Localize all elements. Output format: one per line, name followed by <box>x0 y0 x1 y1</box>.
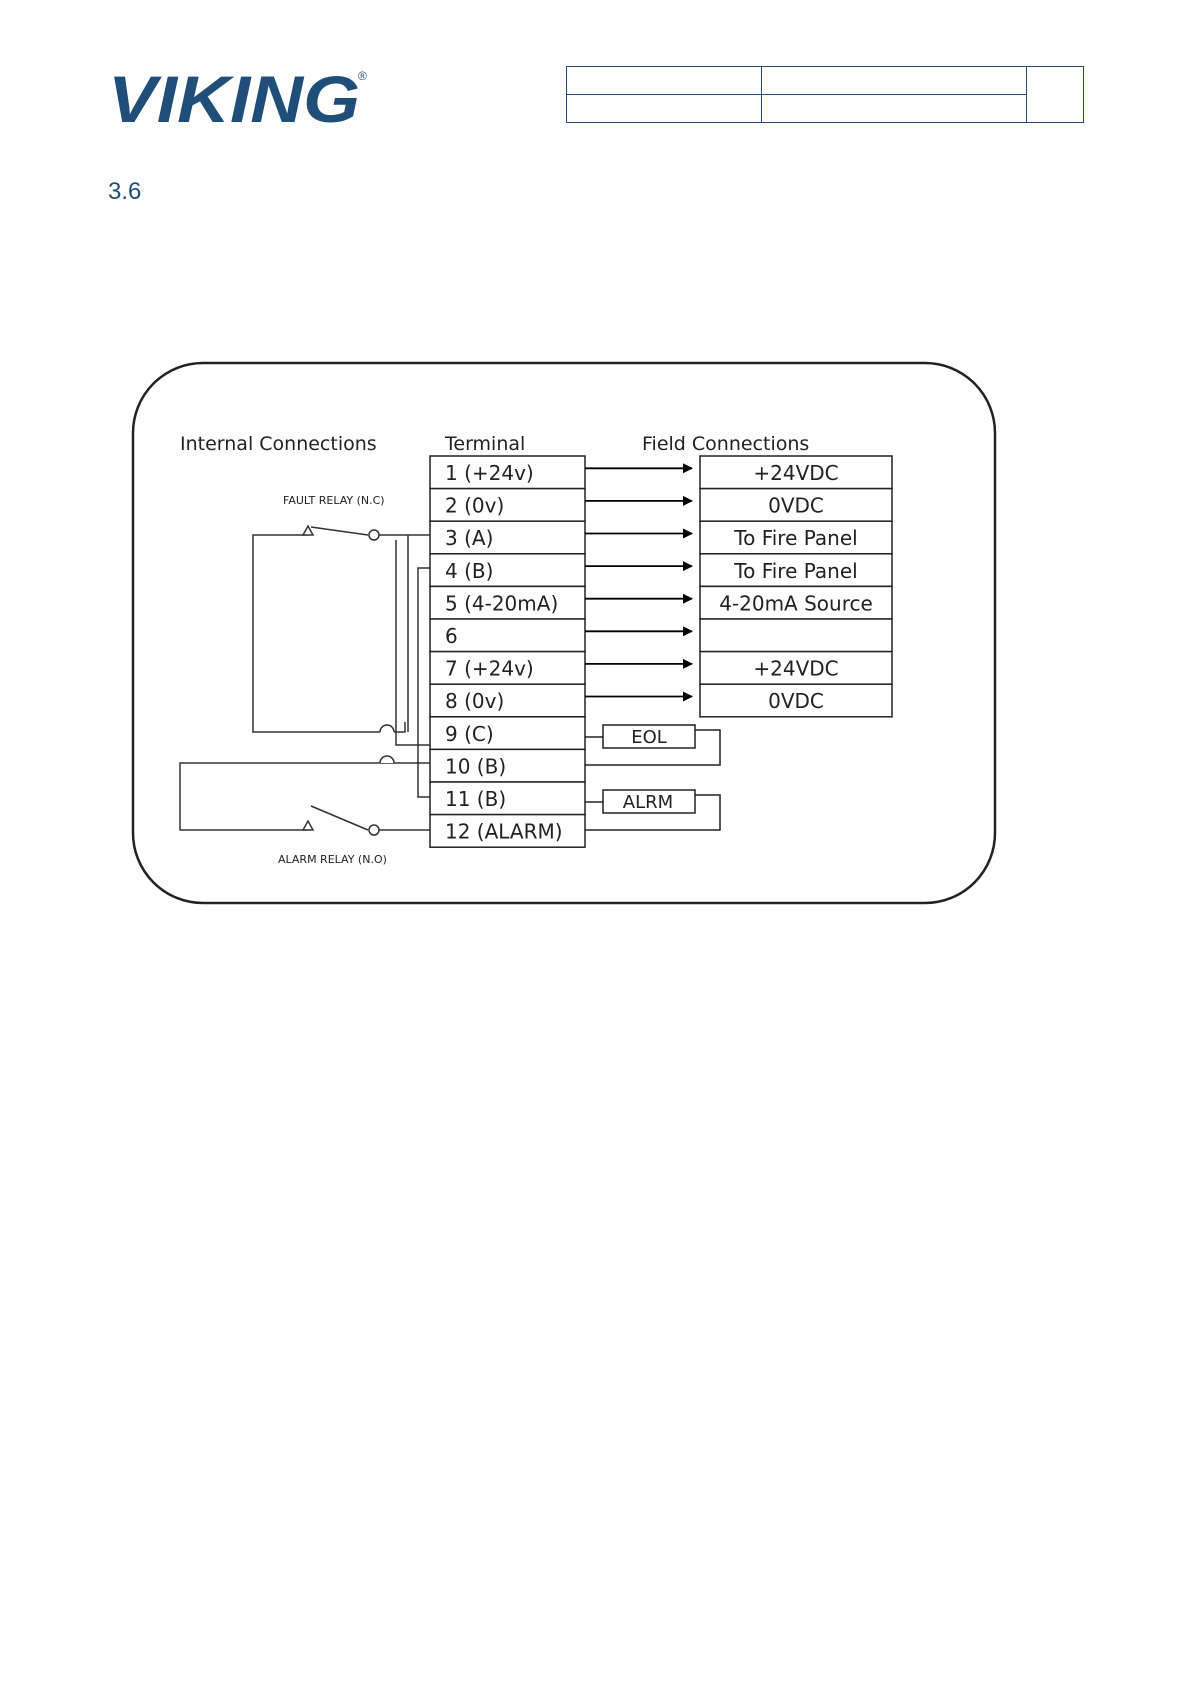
contact-icon <box>369 530 379 540</box>
alarm-resistor <box>585 790 720 830</box>
field-label: +24VDC <box>753 656 839 681</box>
eol-resistor <box>585 725 720 765</box>
section-number: 3.6 <box>108 178 142 205</box>
registered-mark: ® <box>358 69 367 83</box>
terminal-label: 6 <box>445 624 458 648</box>
field-label: 0VDC <box>768 493 824 518</box>
terminal-label: 8 (0v) <box>445 689 505 714</box>
field-label: To Fire Panel <box>734 558 858 583</box>
terminal-label: 1 (+24v) <box>445 461 534 485</box>
field-connection-block <box>700 456 892 717</box>
signal-arrows <box>585 468 692 696</box>
heading-field-connections: Field Connections <box>642 433 810 455</box>
terminal-label: 9 (C) <box>445 721 494 746</box>
terminal-label: 4 (B) <box>445 558 494 583</box>
fault-relay-label: FAULT RELAY (N.C) <box>283 494 385 507</box>
fault-relay <box>253 494 430 745</box>
field-label: +24VDC <box>753 461 839 485</box>
field-label: To Fire Panel <box>734 526 858 551</box>
alarm-relay-label: ALARM RELAY (N.O) <box>278 853 387 866</box>
terminal-label: 3 (A) <box>445 526 494 551</box>
terminal-label: 7 (+24v) <box>445 656 534 681</box>
eol-label: EOL <box>631 727 667 748</box>
field-cell <box>700 619 892 652</box>
alarm-relay <box>180 756 430 866</box>
field-label: 0VDC <box>768 689 824 714</box>
alrm-label: ALRM <box>622 792 674 813</box>
terminal-label: 12 (ALARM) <box>445 819 563 844</box>
terminal-label: 11 (B) <box>445 787 507 811</box>
field-label: 4-20mA Source <box>719 591 873 616</box>
contact-icon <box>369 825 379 835</box>
terminal-label: 2 (0v) <box>445 493 505 518</box>
heading-terminal: Terminal <box>445 433 526 455</box>
triangle-icon <box>303 821 313 830</box>
heading-internal-connections: Internal Connections <box>180 433 377 455</box>
terminal-label: 10 (B) <box>445 754 507 779</box>
terminal-label: 5 (4-20mA) <box>445 591 559 616</box>
terminal-block <box>430 456 585 847</box>
logo-wordmark: VIKING <box>108 66 360 128</box>
